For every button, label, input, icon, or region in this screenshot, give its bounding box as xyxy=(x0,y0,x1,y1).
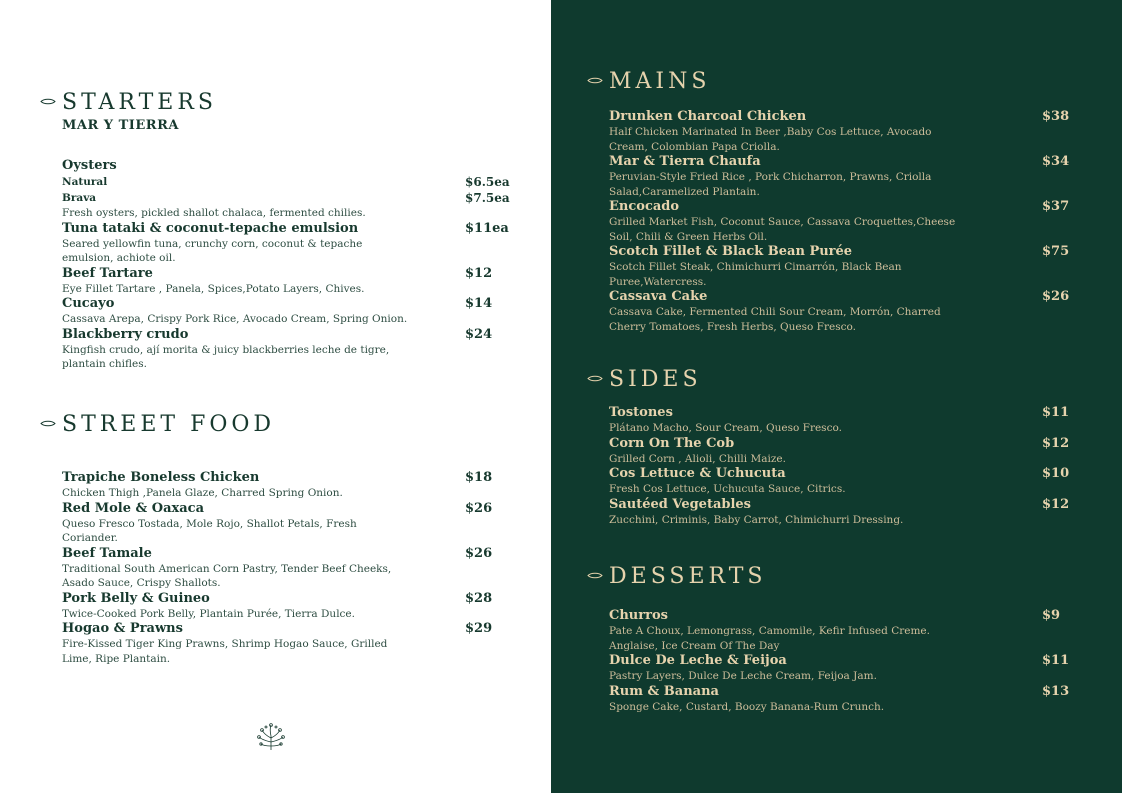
item-description: Queso Fresco Tostada, Mole Rojo, Shallot Petals, Fresh Coriander. xyxy=(62,517,357,544)
item-name: Blackberry crudo xyxy=(62,326,189,342)
menu-item xyxy=(62,621,508,666)
item-description: Kingfish crudo, ají morita & juicy blackberries leche de tigre, plantain chifles. xyxy=(62,343,390,370)
menu-item xyxy=(609,684,1071,715)
item-description: Cassava Cake, Fermented Chili Sour Cream, Morrón, Charred Cherry Tomatoes, Fresh Herbs, Queso Fresco. xyxy=(609,306,941,333)
leaf-icon xyxy=(587,375,603,382)
item-price: $28 xyxy=(465,590,493,606)
desserts-title: DESSERTS xyxy=(609,564,767,589)
menu-item xyxy=(609,436,1071,467)
menu-item-oysters xyxy=(62,158,508,221)
item-price: $9 xyxy=(1042,608,1061,623)
sides-section xyxy=(609,367,1071,527)
item-description: Zucchini, Criminis, Baby Carrot, Chimichurri Dressing. xyxy=(609,513,904,526)
menu-item xyxy=(609,405,1071,436)
starters-section xyxy=(62,90,508,372)
leaf-icon xyxy=(587,572,603,579)
street-food-section xyxy=(62,412,508,666)
menu-item xyxy=(62,546,508,591)
item-description: Fire-Kissed Tiger King Prawns, Shrimp Hogao Sauce, Grilled Lime, Ripe Plantain. xyxy=(62,638,388,665)
menu-item xyxy=(609,244,1071,289)
item-description: Pastry Layers, Dulce De Leche Cream, Feijoa Jam. xyxy=(609,670,877,682)
starters-subtitle: MAR Y TIERRA xyxy=(62,118,179,133)
item-description: Pate A Choux, Lemongrass, Camomile, Kefir Infused Creme. Anglaise, Ice Cream Of The Day xyxy=(609,625,930,652)
menu-item xyxy=(609,608,1071,653)
item-price: $11 xyxy=(1042,653,1070,668)
item-price: $26 xyxy=(465,500,493,516)
item-name: Scotch Fillet & Black Bean Purée xyxy=(609,244,853,259)
item-price: $11 xyxy=(1042,405,1070,420)
menu-item xyxy=(62,501,508,546)
oyster-option-brava xyxy=(62,190,508,206)
item-price: $29 xyxy=(465,621,493,636)
item-name: Tostones xyxy=(609,405,673,420)
item-price: $14 xyxy=(465,296,493,311)
item-description: Fresh oysters, pickled shallot chalaca, fermented chilies. xyxy=(62,207,366,219)
leaf-icon xyxy=(40,98,56,105)
item-price: $24 xyxy=(465,326,493,342)
item-price: $12 xyxy=(1042,435,1070,451)
left-page xyxy=(0,0,551,793)
item-name: Dulce De Leche & Feijoa xyxy=(609,653,787,668)
item-description: Plátano Macho, Sour Cream, Queso Fresco. xyxy=(609,422,842,434)
item-name: Beef Tamale xyxy=(62,545,152,561)
item-name: Cassava Cake xyxy=(609,289,708,304)
item-name: Red Mole & Oaxaca xyxy=(62,500,205,516)
item-name: Drunken Charcoal Chicken xyxy=(609,109,807,124)
desserts-section xyxy=(609,564,1071,714)
item-description: Fresh Cos Lettuce, Uchucuta Sauce, Citrics. xyxy=(609,483,846,495)
item-name: Sautéed Vegetables xyxy=(609,496,751,512)
item-price: $10 xyxy=(1042,466,1070,481)
item-name: Churros xyxy=(609,608,668,623)
sides-title: SIDES xyxy=(609,367,702,392)
starters-title: STARTERS xyxy=(62,90,217,115)
menu-item xyxy=(609,653,1071,684)
menu-item xyxy=(609,497,1071,528)
item-name: Cucayo xyxy=(62,296,115,311)
desserts-header xyxy=(609,564,1071,592)
leaf-icon xyxy=(587,77,603,84)
option-price: $6.5ea xyxy=(465,175,510,189)
street-food-header xyxy=(62,412,508,440)
menu-item xyxy=(62,296,508,327)
item-description: Grilled Market Fish, Coconut Sauce, Cassava Croquettes,Cheese Soil, Chili & Green Herbs Oil. xyxy=(609,216,956,243)
item-price: $12 xyxy=(1042,496,1070,512)
item-price: $26 xyxy=(465,545,493,561)
item-name: Mar & Tierra Chaufa xyxy=(609,154,761,169)
item-description: Chicken Thigh ,Panela Glaze, Charred Spring Onion. xyxy=(62,487,343,499)
menu-item xyxy=(609,109,1071,154)
item-price: $26 xyxy=(1042,289,1070,304)
item-price: $75 xyxy=(1042,244,1070,259)
item-description: Grilled Corn , Alioli, Chilli Maize. xyxy=(609,452,786,465)
item-name: Corn On The Cob xyxy=(609,435,735,451)
item-name: Hogao & Prawns xyxy=(62,621,183,636)
oyster-option-natural xyxy=(62,174,508,190)
menu-item xyxy=(609,289,1071,334)
item-price: $37 xyxy=(1042,199,1070,214)
right-page xyxy=(551,0,1122,793)
item-description: Peruvian-Style Fried Rice , Pork Chicharron, Prawns, Criolla Salad,Caramelized Plantain. xyxy=(609,171,932,198)
leaf-icon xyxy=(40,420,56,427)
item-description: Seared yellowfin tuna, crunchy corn, coconut & tepache emulsion, achiote oil. xyxy=(62,237,363,264)
item-description: Eye Fillet Tartare , Panela, Spices,Potato Layers, Chives. xyxy=(62,282,365,295)
sides-header xyxy=(609,367,1071,395)
item-description: Twice-Cooked Pork Belly, Plantain Purée, Tierra Dulce. xyxy=(62,607,355,620)
item-description: Half Chicken Marinated In Beer ,Baby Cos Lettuce, Avocado Cream, Colombian Papa Criolla. xyxy=(609,126,932,153)
mains-section xyxy=(609,69,1071,334)
item-name: Beef Tartare xyxy=(62,265,153,281)
menu-item xyxy=(62,591,508,622)
option-name: Brava xyxy=(62,192,97,204)
menu-item xyxy=(609,199,1071,244)
menu-item xyxy=(62,470,508,501)
item-name: Tuna tataki & coconut-tepache emulsion xyxy=(62,220,359,236)
menu-item xyxy=(609,466,1071,497)
item-price: $38 xyxy=(1042,109,1070,124)
menu-item xyxy=(62,327,508,372)
starters-header xyxy=(62,90,508,118)
option-price: $7.5ea xyxy=(465,191,510,205)
item-price: $34 xyxy=(1042,154,1070,169)
item-name: Rum & Banana xyxy=(609,683,719,699)
item-description: Scotch Fillet Steak, Chimichurri Cimarrón, Black Bean Puree,Watercress. xyxy=(609,261,902,288)
street-food-title: STREET FOOD xyxy=(62,412,276,437)
item-description: Traditional South American Corn Pastry, Tender Beef Cheeks, Asado Sauce, Crispy Shallots. xyxy=(62,562,392,589)
menu-item xyxy=(62,221,508,266)
item-name: Cos Lettuce & Uchucuta xyxy=(609,466,786,481)
item-name: Encocado xyxy=(609,199,680,214)
item-description: Cassava Arepa, Crispy Pork Rice, Avocado Cream, Spring Onion. xyxy=(62,313,408,325)
item-name: Pork Belly & Guineo xyxy=(62,590,210,606)
item-name: Trapiche Boneless Chicken xyxy=(62,470,260,485)
menu-item xyxy=(62,266,508,297)
mains-title: MAINS xyxy=(609,69,711,94)
option-name: Natural xyxy=(62,176,108,188)
item-price: $13 xyxy=(1042,683,1070,699)
item-price: $11ea xyxy=(465,220,509,236)
menu-item xyxy=(609,154,1071,199)
item-price: $18 xyxy=(465,470,493,485)
botanical-emblem-icon xyxy=(256,722,286,752)
mains-header xyxy=(609,69,1071,97)
item-price: $12 xyxy=(465,265,493,281)
item-description: Sponge Cake, Custard, Boozy Banana-Rum Crunch. xyxy=(609,700,885,713)
item-name: Oysters xyxy=(62,158,117,173)
